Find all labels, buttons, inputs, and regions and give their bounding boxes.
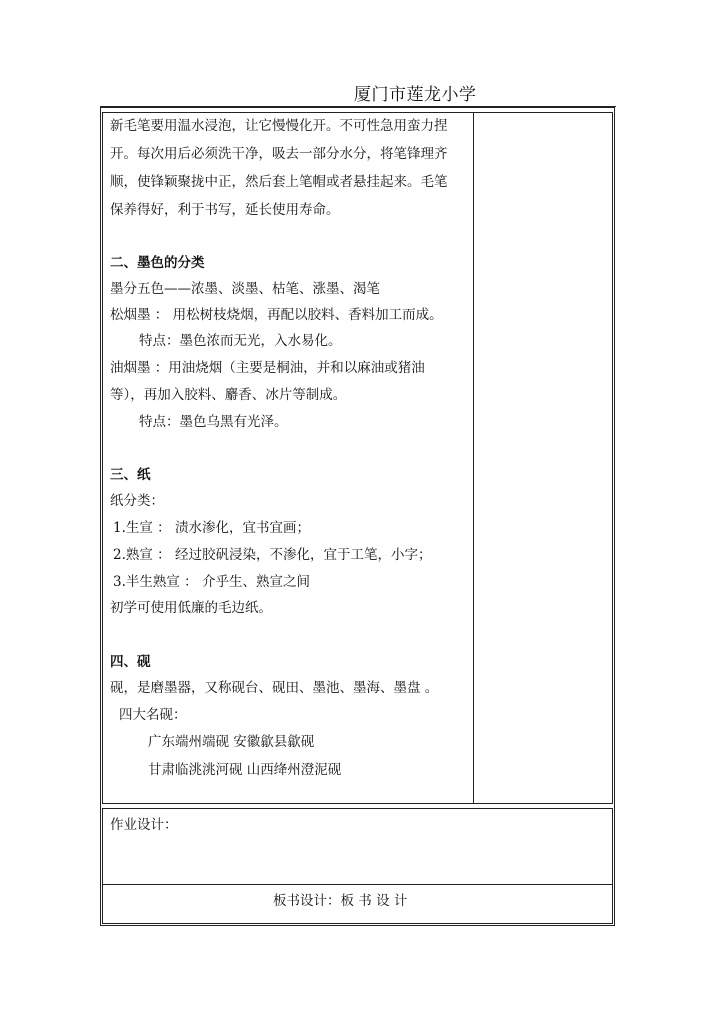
text-line: 保养得好，利于书写，延长使用寿命。 [110, 202, 340, 218]
text-line: 甘肃临洮洮河砚 山西绛州澄泥砚 [148, 762, 342, 778]
board-design-label: 板书设计：板 书 设 计 [273, 893, 408, 909]
homework-design-label: 作业设计： [110, 817, 178, 833]
text-line: 开。每次用后必须洗干净，吸去一部分水分，将笔锋理齐 [110, 146, 448, 162]
notes-side-cell [474, 112, 613, 804]
school-name-header: 厦门市莲龙小学 [354, 85, 477, 105]
homework-design-cell [102, 808, 613, 885]
text-line: 1.生宣 ： 渍水渗化，宜书宜画； [113, 520, 310, 536]
text-line: 油烟墨 ：用油烧烟（主要是桐油，并和以麻油或猪油 [110, 360, 425, 376]
text-line: 特点：墨色乌黑有光泽。 [139, 414, 288, 430]
section-heading-paper: 三、纸 [110, 467, 151, 483]
text-line: 2.熟宣 ： 经过胶矾浸染，不渗化，宜于工笔，小字； [113, 547, 432, 563]
text-line: 新毛笔要用温水浸泡，让它慢慢化开。不可性急用蛮力捏 [110, 118, 448, 134]
text-line: 广东端州端砚 安徽歙县歙砚 [148, 734, 315, 750]
text-line: 特点：墨色浓而无光，入水易化。 [139, 333, 342, 349]
section-heading-ink: 二、墨色的分类 [110, 255, 205, 271]
text-line: 顺，使锋颖聚拢中正，然后套上笔帽或者悬挂起来。毛笔 [110, 174, 448, 190]
text-line: 砚，是磨墨器，又称砚台、砚田、墨池、墨海、墨盘 。 [110, 680, 439, 696]
text-line: 松烟墨 ： 用松树枝烧烟，再配以胶料、香料加工而成。 [110, 307, 443, 323]
text-line: 等），再加入胶料、麝香、冰片等制成。 [110, 387, 347, 403]
text-line: 3.半生熟宣 ： 介乎生、熟宣之间 [113, 574, 310, 590]
text-line: 纸分类： [110, 493, 164, 509]
text-line: 初学可使用低廉的毛边纸。 [110, 600, 272, 616]
text-line: 墨分五色——浓墨、淡墨、枯笔、涨墨、渴笔 [110, 281, 380, 297]
text-line: 四大名砚： [119, 707, 187, 723]
section-heading-inkstone: 四、砚 [110, 654, 151, 670]
